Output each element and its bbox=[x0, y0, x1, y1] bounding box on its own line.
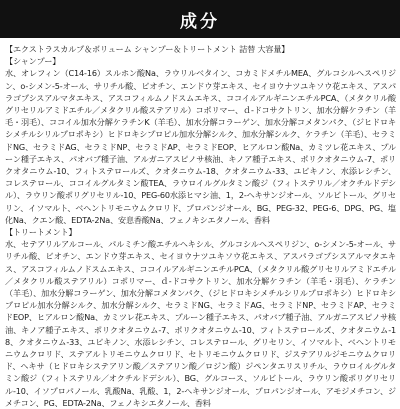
product-title: 【エクストラスカルプ＆ボリューム シャンプー＆トリートメント 詰替 大容量】 bbox=[5, 44, 290, 54]
header-title: 成分 bbox=[180, 11, 220, 32]
treatment-heading: 【トリートメント】 bbox=[5, 227, 77, 238]
shampoo-ingredients: 水、オレフィン（C14-16）スルホン酸Na、ラウリルベタイン、コカミドメチルMEA、グルコシルヘスペリジン、o-シメン-5-オール、サリチル酸、ビオチン、エンドウ芽エキス、セイヨウナツユキソウ花エキス、アスパラゴプシスアルマタエキス、アスコフィルムノドスムエキス、ココイルアルギニンエチルPCA、（メタクリル酸グリセリルアミドエチル／メタクリル酸ステアリル）コポリマー、ｄ-ドコサクトリン、加水分解ケラチン（羊毛・羽毛）、ココイル加水分解ケラチンK（羊毛）、加水分解コラーゲン、加水分解コメタンパク、（ジヒドロキシメチルシリルプロポキシ）ヒドロキシプロピル加水分解シルク、加水分解シルク、ケラチン（羊毛）、セラミドNG、セラミドAG、セラミドNP、セラミドAP、セラミドEOP、ヒアルロン酸Na、カミツレ花エキス、プルーン種子エキス、パオバブ種子油、アルガニアスピノサ核油、キノア種子エキス、ポリクオタニウム-7、ポリクオタニウム-10、フィトステロールズ、クオタニウム-18、クオタニウム-33、ユビキノン、水添レシチン、コレステロール、ココイルグルタミン酸TEA、ラウロイルグルタミン酸ジ（フィトステリル／オクチルドデシル）、ラウリン酸ポリグリセリル-10、PEG-60水添ヒマシ油、1，2-ヘキサンジオール、ソルビトール、グリセリン、イソマルト、ベヘントリモニウムクロリド、プロパンジオール、BG、PEG-32、PEG-6、DPG、PG、塩化Na、クエン酸、EDTA-2Na、安息香酸Na、フェノキシエタノール、香料 bbox=[5, 68, 396, 225]
ingredients-content bbox=[0, 38, 400, 409]
shampoo-heading: 【シャンプー】 bbox=[5, 56, 61, 67]
treatment-ingredients: 水、セテアリルアルコール、パルミチン酸エチルヘキシル、グルコシルヘスペリジン、o-シメン-5-オール、サリチル酸、ビオチン、エンドウ芽エキス、セイヨウナツユキソウ花エキス、アスパラゴプシスアルマタエキス、アスコフィルムノドスムエキス、ココイルアルギニンエチルPCA、（メタクリル酸グリセリルアミドエチル／メタクリル酸ステアリル）コポリマー、ｄ-ドコサクトリン、加水分解ケラチン（羊毛・羽毛）、ケラチン（羊毛）、加水分解コラーゲン、加水分解コメタンパク、（ジヒドロキシメチルシリルプロポキシ）ヒドロキシプロピル加水分解シルク、加水分解シルク、セラミドNG、セラミドAG、セラミドNP、セラミドAP、セラミドEOP、ヒアルロン酸Na、カミツレ花エキス、プルーン種子エキス、パオバブ種子油、アルガニアスピノサ核油、キノア種子エキス、ポリクオタニウム-7、ポリクオタニウム-10、フィトステロールズ、クオタニウム-18、クオタニウム-33、ユビキノン、水添レシチン、コレステロール、グリセリン、イソマルト、ベヘントリモニウムクロリド、ステアルトリモニウムクロリド、セトリモニウムクロリド、ジステアリルジモニウムクロリド、ヘキサ（ヒドロキシステアリン酸／ステアリン酸／ロジン酸）ジペンタエリスリチル、ラウロイルグルタミン酸ジ（フィトステリル／オクチルドデシル）、BG、グルコース、ソルビトール、ラウリン酸ポリグリセリル-10、イソプロパノール、乳酸Na、乳酸、1，2-ヘキサンジオール、プロパンジオール、アモジメチコン、ジメチコン、PG、EDTA-2Na、フェノキシエタノール、香料 bbox=[5, 239, 396, 408]
section-header bbox=[0, 0, 400, 38]
